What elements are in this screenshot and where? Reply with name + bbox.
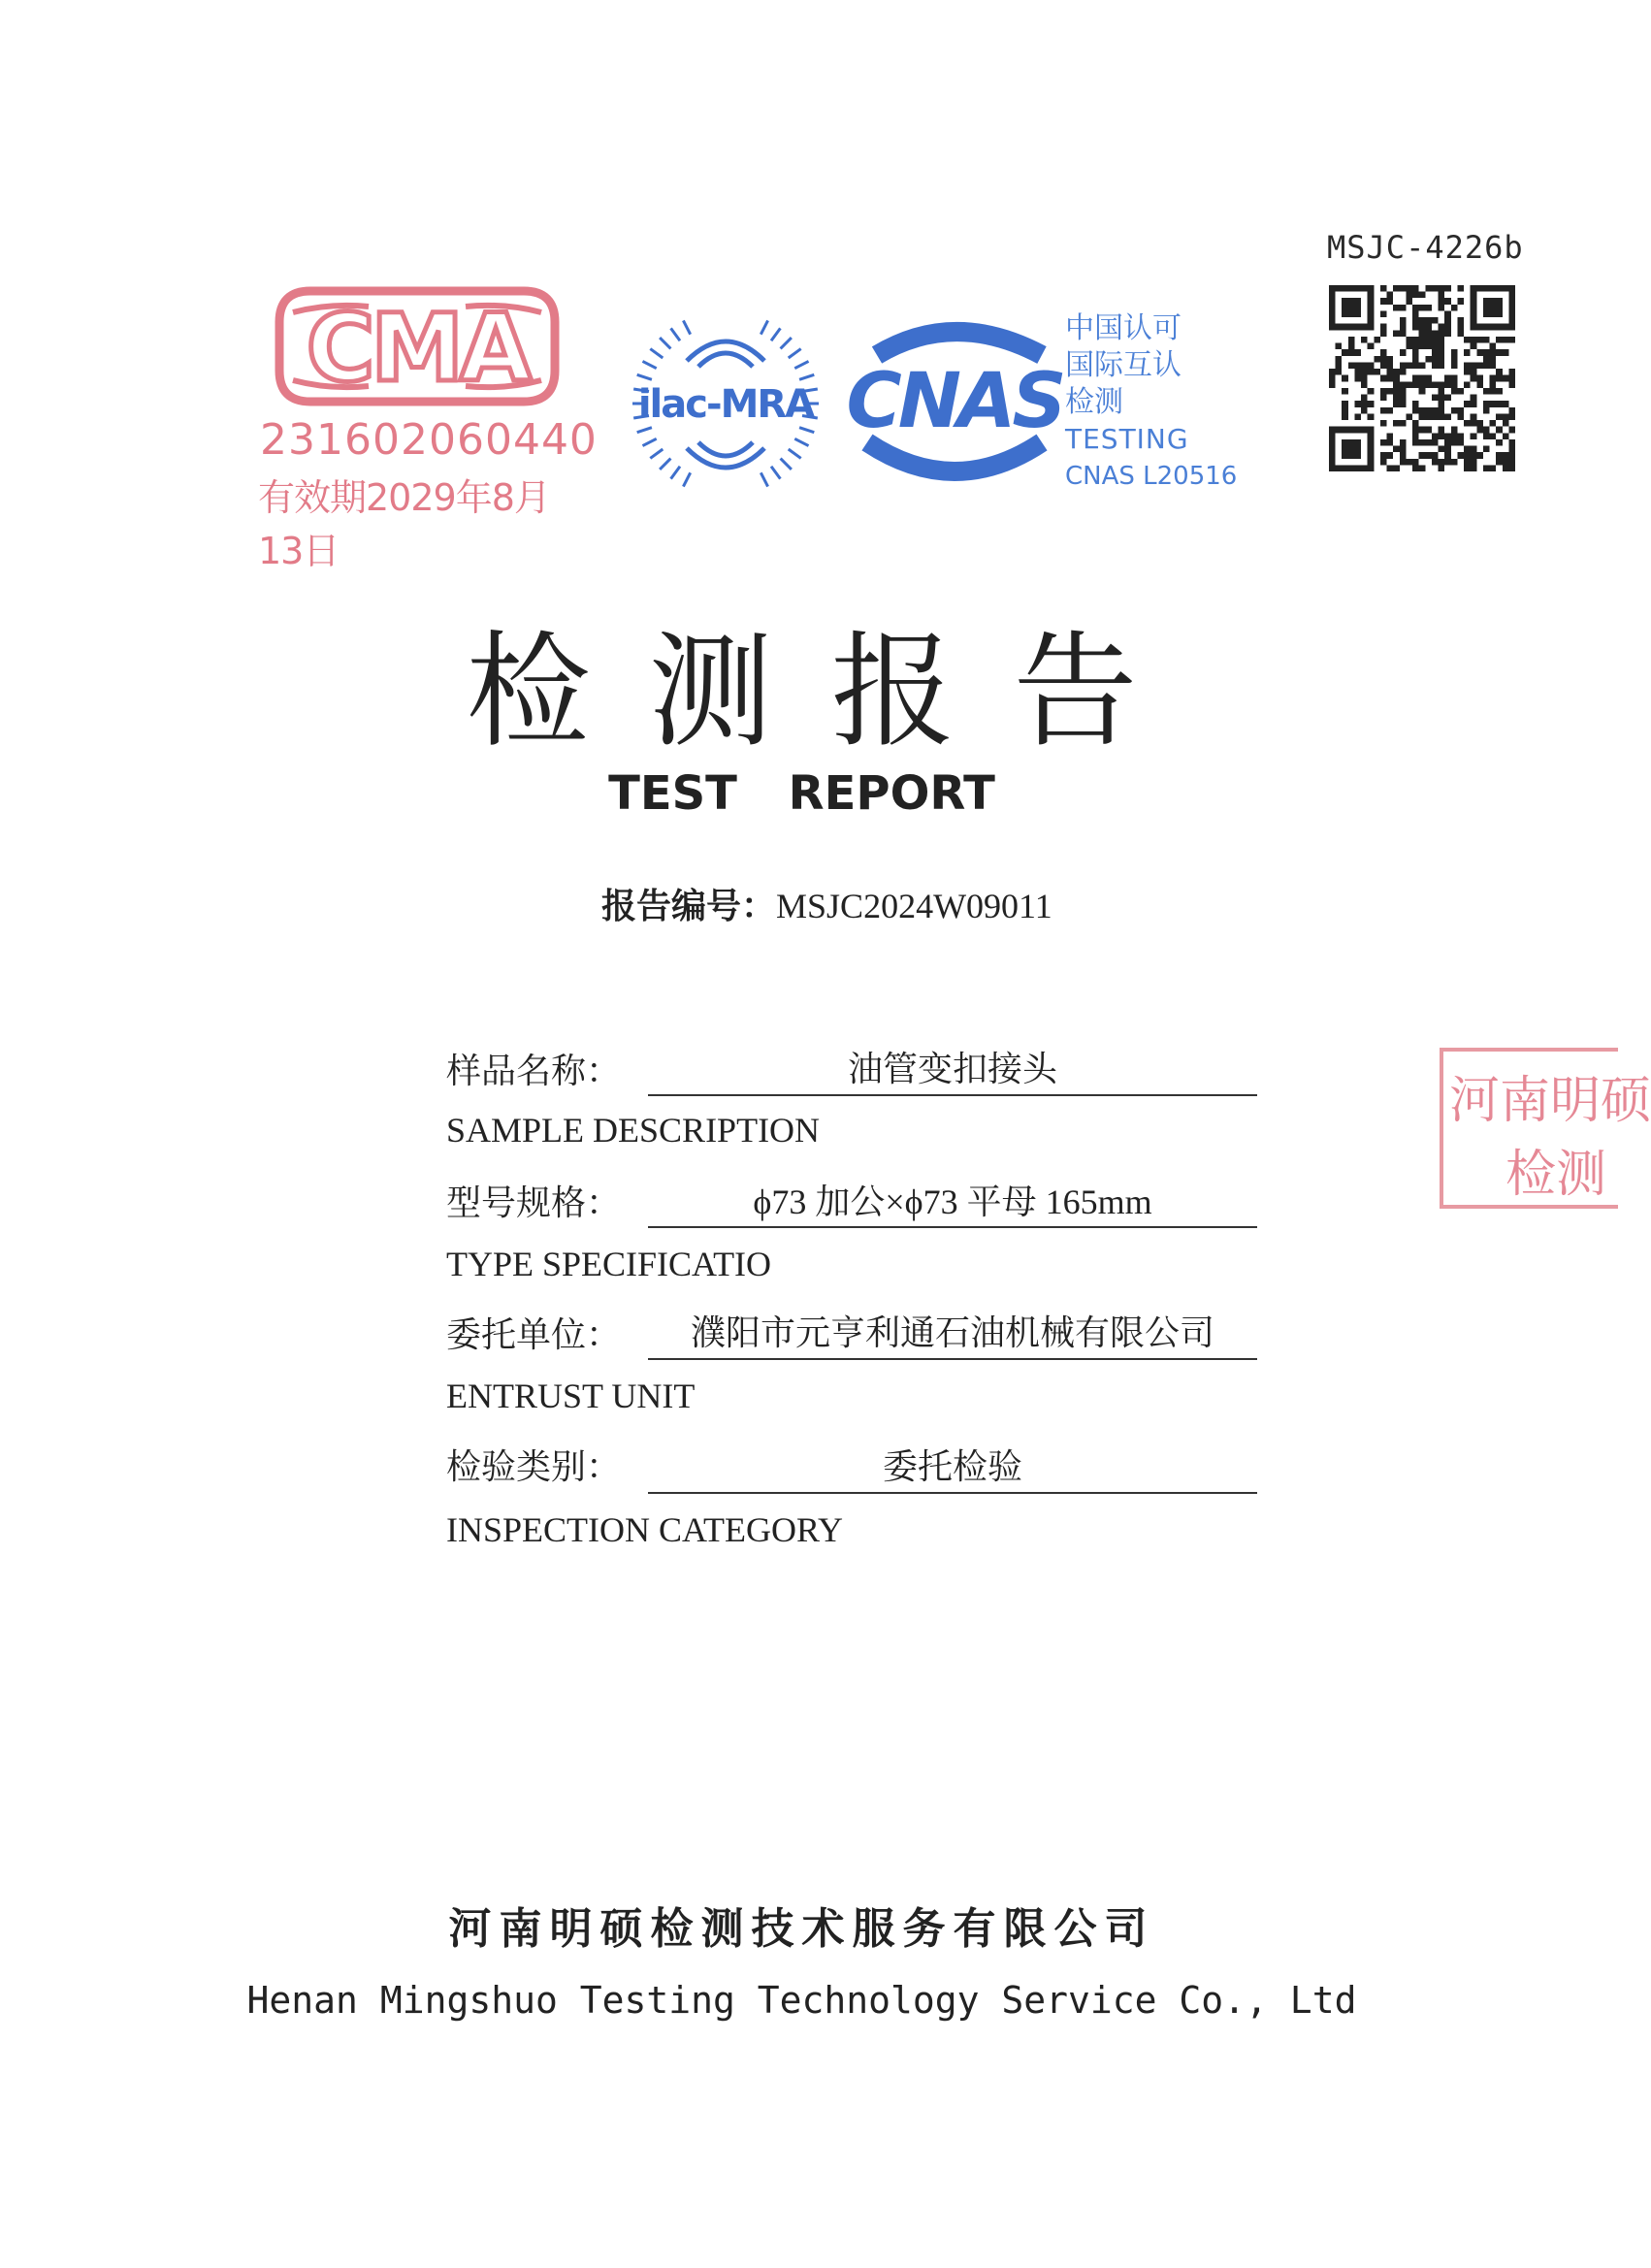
field-label-en-type: TYPE SPECIFICATIO (446, 1245, 772, 1283)
cma-stamp (250, 283, 598, 572)
seal-line: 检测 (1505, 1146, 1607, 1204)
qr-code-icon (1329, 285, 1515, 471)
field-label-type-spec: 型号规格： (446, 1183, 622, 1223)
cma-number: 231602060440 (260, 415, 598, 465)
ilac-mra-logo-icon (629, 303, 823, 504)
svg-text:CNAS: CNAS (846, 358, 1063, 445)
company-name-cn: 河南明硕检测技术服务有限公司 (448, 1904, 1155, 1954)
cnas-logo-icon (838, 316, 1071, 491)
field-label-en-entrust: ENTRUST UNIT (446, 1377, 696, 1415)
field-value-inspection-type: 委托检验 (648, 1443, 1257, 1494)
field-label-inspection-type: 检验类别： (446, 1447, 622, 1487)
field-label-sample-name: 样品名称： (446, 1052, 622, 1091)
company-seal-stamp (1440, 1048, 1651, 1209)
page-title-cn: 检测报告 (466, 620, 1196, 764)
field-label-en-inspection: INSPECTION CATEGORY (446, 1510, 844, 1549)
report-number-label: 报告编号： (601, 887, 777, 926)
seal-line: 河南明硕 (1449, 1072, 1651, 1130)
cnas-accreditation-text (1065, 310, 1237, 495)
page-title-en: TEST REPORT (608, 766, 995, 821)
cnas-line: 检测 (1065, 385, 1123, 419)
svg-text:ilac-MRA: ilac-MRA (637, 382, 814, 427)
cma-validity: 有效期2029年8月13日 (258, 476, 550, 572)
field-label-en-sample: SAMPLE DESCRIPTION (446, 1111, 821, 1150)
cma-logo-icon (272, 283, 563, 409)
report-number-value: MSJC2024W09011 (776, 887, 1052, 925)
report-number (601, 879, 1052, 928)
cnas-number: CNAS L20516 (1065, 462, 1238, 491)
cnas-line: 中国认可 (1065, 311, 1182, 345)
field-value-type-spec: ϕ73 加公×ϕ73 平母 165mm (648, 1178, 1257, 1228)
document-code: MSJC-4226b (1327, 229, 1524, 266)
field-value-sample-name: 油管变扣接头 (648, 1046, 1257, 1096)
company-name-en: Henan Mingshuo Testing Technology Service Co., Ltd (246, 1979, 1357, 2022)
field-value-entrust-unit: 濮阳市元亨利通石油机械有限公司 (648, 1310, 1257, 1360)
svg-text:CMA: CMA (306, 294, 529, 403)
cnas-line: 国际互认 (1065, 348, 1182, 382)
field-label-entrust-unit: 委托单位： (446, 1315, 622, 1355)
cnas-line: TESTING (1065, 423, 1189, 455)
